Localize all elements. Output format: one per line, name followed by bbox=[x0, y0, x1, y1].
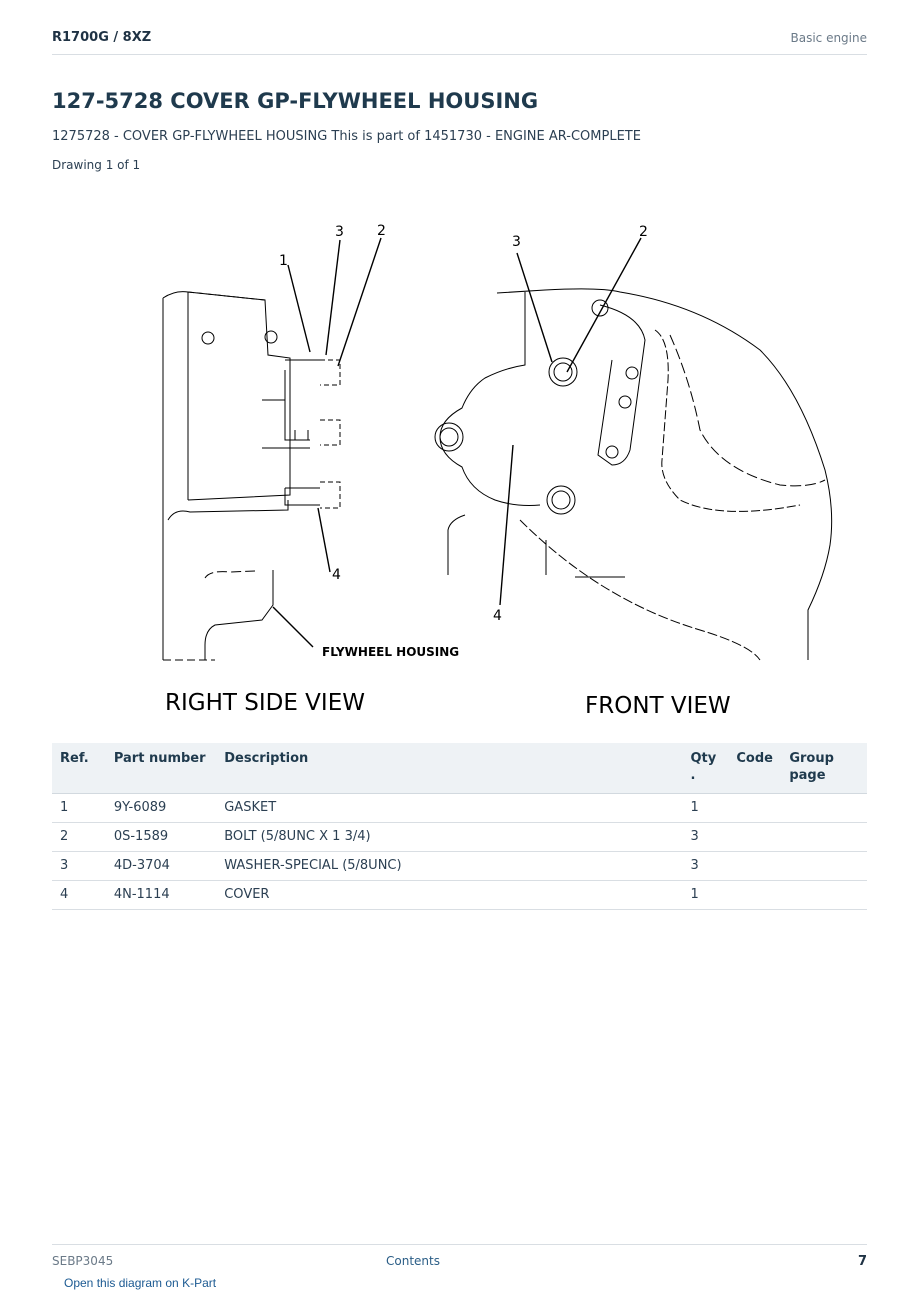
open-kpart-link[interactable]: Open this diagram on K-Part bbox=[64, 1276, 217, 1290]
document-code: SEBP3045 bbox=[52, 1254, 114, 1268]
flywheel-housing-label: FLYWHEEL HOUSING bbox=[322, 645, 460, 659]
table-row bbox=[52, 881, 867, 910]
cell-description: BOLT (5/8UNC X 1 3/4) bbox=[216, 823, 682, 852]
table-row bbox=[52, 794, 867, 823]
parts-table bbox=[52, 743, 867, 910]
header-part-number: Part number bbox=[106, 743, 216, 794]
table-row bbox=[52, 852, 867, 881]
cell-ref: 1 bbox=[52, 794, 106, 823]
callout-3-front: 3 bbox=[512, 234, 521, 250]
cell-part-number: 0S-1589 bbox=[106, 823, 216, 852]
drawing-count: Drawing 1 of 1 bbox=[52, 158, 141, 172]
page-title: 127-5728 COVER GP-FLYWHEEL HOUSING bbox=[52, 89, 539, 113]
cell-part-number: 4D-3704 bbox=[106, 852, 216, 881]
cell-part-number: 9Y-6089 bbox=[106, 794, 216, 823]
page-footer bbox=[52, 1244, 867, 1275]
table-header-row bbox=[52, 743, 867, 794]
cell-group-page bbox=[781, 852, 867, 881]
cell-qty: 3 bbox=[682, 823, 728, 852]
cell-code bbox=[728, 823, 781, 852]
right-side-view-label: RIGHT SIDE VIEW bbox=[165, 690, 365, 716]
cell-ref: 2 bbox=[52, 823, 106, 852]
header-ref: Ref. bbox=[52, 743, 106, 794]
cell-description: GASKET bbox=[216, 794, 682, 823]
cell-ref: 4 bbox=[52, 881, 106, 910]
page-header bbox=[52, 28, 867, 55]
front-view-label: FRONT VIEW bbox=[585, 693, 731, 719]
callout-2-right: 2 bbox=[377, 223, 386, 239]
table-row bbox=[52, 823, 867, 852]
cell-description: WASHER-SPECIAL (5/8UNC) bbox=[216, 852, 682, 881]
header-description: Description bbox=[216, 743, 682, 794]
cell-group-page bbox=[781, 881, 867, 910]
callout-3-right: 3 bbox=[335, 224, 344, 240]
header-code: Code bbox=[728, 743, 781, 794]
cell-description: COVER bbox=[216, 881, 682, 910]
header-qty: Qty . bbox=[682, 743, 728, 794]
model-label: R1700G / 8XZ bbox=[52, 30, 152, 45]
callout-4-front: 4 bbox=[493, 608, 502, 624]
section-label: Basic engine bbox=[790, 31, 867, 45]
callout-4-right: 4 bbox=[332, 567, 341, 583]
page-subtitle: 1275728 - COVER GP-FLYWHEEL HOUSING This is part of 1451730 - ENGINE AR-COMPLETE bbox=[52, 129, 641, 144]
contents-link[interactable]: Contents bbox=[386, 1254, 440, 1268]
cell-qty: 3 bbox=[682, 852, 728, 881]
cell-qty: 1 bbox=[682, 881, 728, 910]
cell-qty: 1 bbox=[682, 794, 728, 823]
cell-group-page bbox=[781, 794, 867, 823]
cell-code bbox=[728, 852, 781, 881]
cell-part-number: 4N-1114 bbox=[106, 881, 216, 910]
callout-1-right: 1 bbox=[279, 253, 288, 269]
right-side-view-drawing bbox=[163, 238, 381, 660]
cell-code bbox=[728, 881, 781, 910]
parts-diagram bbox=[140, 215, 860, 720]
front-view-drawing bbox=[435, 238, 832, 660]
header-group-page: Group page bbox=[781, 743, 867, 794]
callout-2-front: 2 bbox=[639, 224, 648, 240]
cell-group-page bbox=[781, 823, 867, 852]
page-number: 7 bbox=[857, 1254, 867, 1269]
cell-code bbox=[728, 794, 781, 823]
cell-ref: 3 bbox=[52, 852, 106, 881]
